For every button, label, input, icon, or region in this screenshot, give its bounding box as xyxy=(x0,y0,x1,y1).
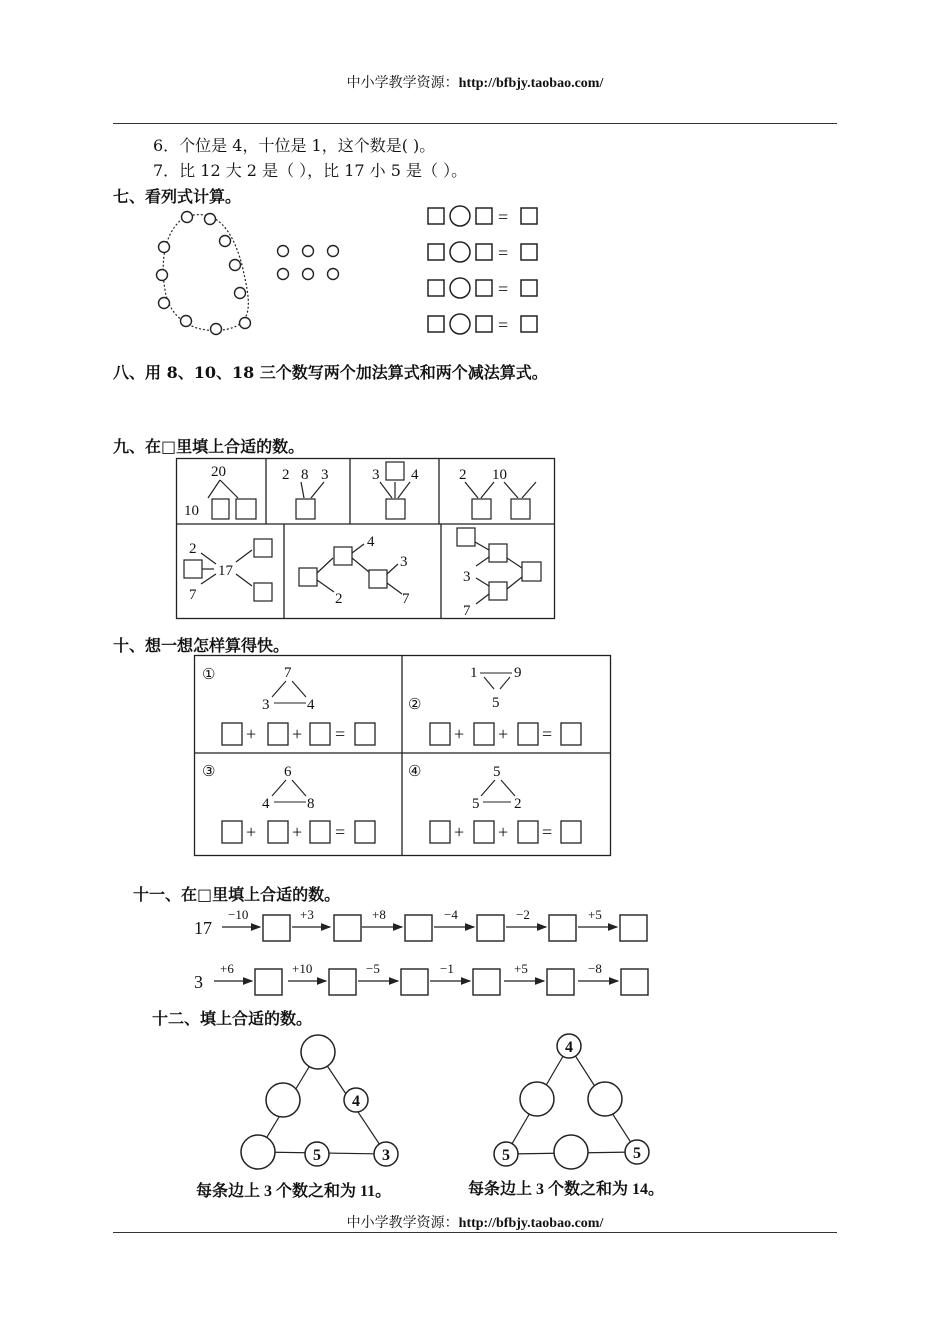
q10-4-left: 5 xyxy=(472,796,480,812)
beads-loop-figure xyxy=(150,205,270,335)
eq-sign: = xyxy=(498,279,509,299)
q9-c6-d: 7 xyxy=(402,591,410,607)
eq-sign: = xyxy=(542,724,553,744)
plus-sign: + xyxy=(498,822,509,842)
eq-sign: = xyxy=(335,724,346,744)
q10-1-right: 4 xyxy=(307,697,315,713)
chain2-op: +6 xyxy=(220,961,234,976)
q9-c4-a: 2 xyxy=(459,467,467,483)
section-9-title: 九、在□里填上合适的数。 xyxy=(113,437,305,456)
q10-1-left: 3 xyxy=(262,697,270,713)
chain1-op: +5 xyxy=(588,907,602,922)
eq-sign: = xyxy=(498,207,509,227)
chain2-op: −8 xyxy=(588,961,602,976)
q10-3-top: 6 xyxy=(284,764,292,780)
q9-c6-a: 4 xyxy=(367,534,375,550)
q10-3-left: 4 xyxy=(262,796,270,812)
plus-sign: + xyxy=(292,724,303,744)
q10-4-right: 2 xyxy=(514,796,522,812)
q9-c3-a: 3 xyxy=(372,467,380,483)
tri2-bottom-left: 5 xyxy=(502,1147,510,1164)
q9-c5-b: 7 xyxy=(189,587,197,603)
chain1-op: −4 xyxy=(444,907,458,922)
q10-2-bottom: 5 xyxy=(492,695,500,711)
q10-4-label: ④ xyxy=(408,764,422,780)
q10-3-label: ③ xyxy=(202,764,216,780)
number-bond-table xyxy=(176,458,556,620)
question-7: 7．比 12 大 2 是（ ），比 17 小 5 是（ ）。 xyxy=(153,161,468,180)
triangle-sum-figure xyxy=(190,1030,710,1205)
chain2-op: +5 xyxy=(514,961,528,976)
plus-sign: + xyxy=(246,822,257,842)
plus-sign: + xyxy=(454,724,465,744)
q9-c2-a: 2 xyxy=(282,467,290,483)
tri1-right-mid: 4 xyxy=(352,1093,360,1110)
chain2-op: +10 xyxy=(292,961,313,976)
chain2-op: −5 xyxy=(366,961,380,976)
q9-c7-a: 3 xyxy=(463,569,471,585)
plus-sign: + xyxy=(246,724,257,744)
section-7-title: 七、看列式计算。 xyxy=(113,187,242,206)
section-8-title: 八、用 8、10、18 三个数写两个加法算式和两个减法算式。 xyxy=(113,363,548,382)
plus-sign: + xyxy=(292,822,303,842)
eq-sign: = xyxy=(335,822,346,842)
q10-1-top: 7 xyxy=(284,665,292,681)
q9-c2-b: 8 xyxy=(301,467,309,483)
q10-2-label: ② xyxy=(408,697,422,713)
q10-2-top-left: 1 xyxy=(470,665,478,681)
q9-c3-b: 4 xyxy=(411,467,419,483)
tri1-bottom-mid: 5 xyxy=(313,1147,321,1164)
q9-c6-c: 2 xyxy=(335,591,343,607)
q9-c7-b: 7 xyxy=(463,603,471,619)
q10-3-right: 8 xyxy=(307,796,315,812)
chain1-op: +8 xyxy=(372,907,386,922)
chain1-op: +3 xyxy=(300,907,314,922)
quick-calc-table xyxy=(194,655,612,857)
footer-url: http://bfbjy.taobao.com/ xyxy=(458,1216,604,1231)
chain1-op: −2 xyxy=(516,907,530,922)
eq-sign: = xyxy=(498,243,509,263)
circles-grid-figure xyxy=(270,240,350,285)
plus-sign: + xyxy=(498,724,509,744)
q9-c4-b: 10 xyxy=(492,467,507,483)
chain2-start: 3 xyxy=(194,972,203,992)
tri1-caption: 每条边上 3 个数之和为 11。 xyxy=(196,1183,392,1200)
q9-c5-center: 17 xyxy=(218,563,233,579)
header-rule xyxy=(113,123,837,124)
tri2-caption: 每条边上 3 个数之和为 14。 xyxy=(468,1181,665,1198)
chain1-start: 17 xyxy=(194,918,212,938)
q9-c1-left: 10 xyxy=(184,503,199,519)
section-10-title: 十、想一想怎样算得快。 xyxy=(113,636,290,655)
tri2-top: 4 xyxy=(565,1039,573,1056)
chain1-op: −10 xyxy=(228,907,249,922)
q10-2-top-right: 9 xyxy=(514,665,522,681)
tri2-bottom-right: 5 xyxy=(633,1145,641,1162)
equation-blanks xyxy=(425,205,545,340)
q9-c5-a: 2 xyxy=(189,541,197,557)
section-11-title: 十一、在□里填上合适的数。 xyxy=(133,885,341,904)
q9-c6-b: 3 xyxy=(400,554,408,570)
q10-1-label: ① xyxy=(202,667,216,683)
footer-rule xyxy=(113,1232,837,1233)
question-6: 6．个位是 4，十位是 1，这个数是( )。 xyxy=(153,136,436,155)
tri1-bottom-right: 3 xyxy=(382,1147,390,1164)
page-header xyxy=(0,72,950,92)
eq-sign: = xyxy=(498,315,509,335)
q9-c2-c: 3 xyxy=(321,467,329,483)
header-prefix: 中小学教学资源： xyxy=(346,75,459,91)
header-url: http://bfbjy.taobao.com/ xyxy=(458,76,604,91)
eq-sign: = xyxy=(542,822,553,842)
q10-4-top: 5 xyxy=(493,764,501,780)
plus-sign: + xyxy=(454,822,465,842)
chain2-op: −1 xyxy=(440,961,454,976)
footer-prefix: 中小学教学资源： xyxy=(346,1215,459,1231)
page-footer xyxy=(0,1212,950,1232)
arrow-chain-figure xyxy=(192,905,652,1000)
section-12-title: 十二、填上合适的数。 xyxy=(152,1009,313,1028)
q9-c1-top: 20 xyxy=(211,464,226,480)
